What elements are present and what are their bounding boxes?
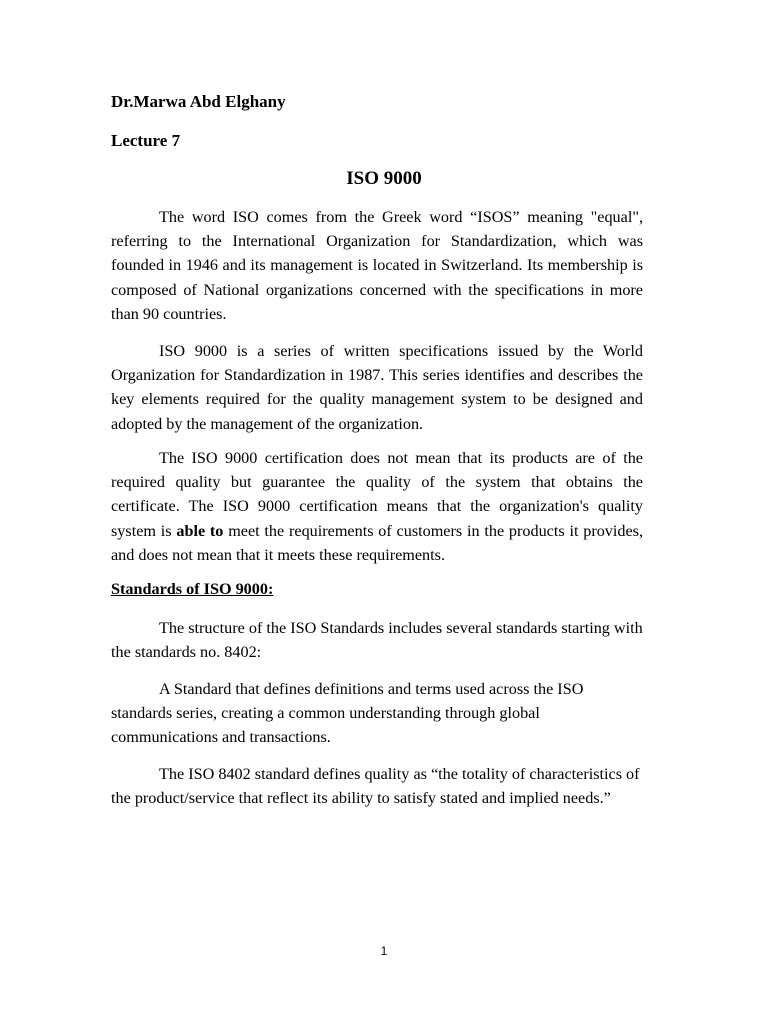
lecture-number: Lecture 7 (111, 131, 181, 150)
page-title: ISO 9000 (346, 168, 422, 189)
certification-text-start: The ISO 9000 certification does not mean that its products are of the required quality but guarantee the quality of the system that obtains the certificate. The ISO 9000 certification means that the organization's quality system is (111, 449, 643, 540)
paragraph-standards-structure: The structure of the ISO Standards includes several standards starting with the standards no. 8402: (111, 619, 643, 662)
certification-text-end: meet the requirements of customers in the products it provides, and does not mean that it meets these requirements. (111, 521, 644, 564)
certification-text-emphasis: able to (176, 521, 224, 540)
paragraph-standard-definitions: A Standard that defines definitions and terms used across the ISO standards series, creating a common understanding through global communications and transactions. (111, 680, 584, 747)
paragraph-iso-origin: The word ISO comes from the Greek word “ISOS” meaning "equal", referring to the International Organization for Standardization, which was founded in 1946 and its management is located in Switzerland. Its membership is composed of National organizations concerned with the specifications in more than 90 countries. (111, 208, 643, 323)
paragraph-iso-9000-definition: ISO 9000 is a series of written specifications issued by the World Organization for Standardization in 1987. This series identifies and describes the key elements required for the quality management system to be designed and adopted by the management of the organization. (111, 342, 643, 433)
section-heading-standards: Standards of ISO 9000: (111, 580, 274, 598)
page-number: 1 (380, 944, 388, 958)
paragraph-quality-definition: The ISO 8402 standard defines quality as “the totality of characteristics of the product/service that reflect its ability to satisfy stated and implied needs.” (111, 765, 640, 808)
paragraph-iso-certification (111, 446, 643, 567)
author-name: Dr.Marwa Abd Elghany (111, 92, 286, 111)
